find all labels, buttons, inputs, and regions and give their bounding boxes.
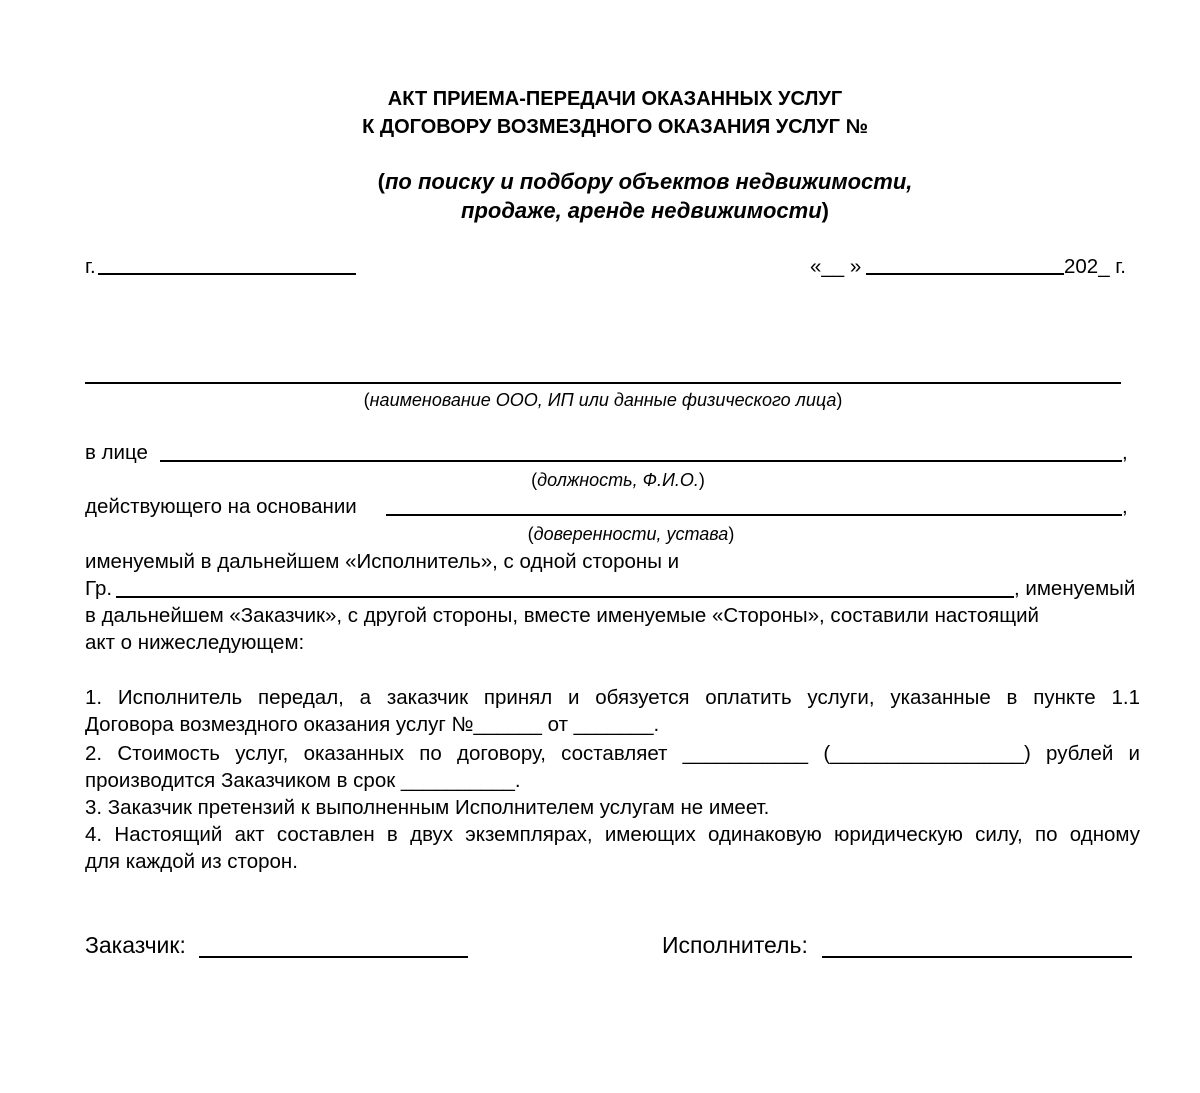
executor-signature-field[interactable] — [822, 956, 1132, 958]
position-caption: (должность, Ф.И.О.) — [531, 470, 705, 490]
representative-field[interactable] — [160, 460, 1122, 462]
basis-comma: , — [1122, 495, 1128, 518]
intro-line-3: в дальнейшем «Заказчик», с другой стороны, вместе именуемые «Стороны», составили настоящий — [85, 604, 1039, 627]
representative-comma: , — [1122, 441, 1128, 464]
customer-gr-label: Гр. — [85, 577, 113, 600]
customer-signature-field[interactable] — [199, 956, 468, 958]
document-title-line1: АКТ ПРИЕМА-ПЕРЕДАЧИ ОКАЗАННЫХ УСЛУГ — [387, 88, 843, 110]
date-month-field[interactable] — [866, 273, 1064, 275]
represented-label: в лице — [85, 441, 148, 464]
clause-1-line-2: Договора возмездного оказания услуг №______ от _______. — [85, 713, 660, 736]
clause-1-line-1: 1. Исполнитель передал, а заказчик принял и обязуется оплатить услуги, указанные в пункте 1.1 — [85, 686, 1140, 709]
intro-line-1: именуемый в дальнейшем «Исполнитель», с одной стороны и — [85, 550, 680, 573]
customer-gr-suffix: , именуемый — [1014, 577, 1136, 600]
customer-name-field[interactable] — [116, 596, 1014, 598]
document-subtitle-line1: (по поиску и подбору объектов недвижимости, — [377, 169, 913, 194]
clause-4-line-1: 4. Настоящий акт составлен в двух экземплярах, имеющих одинаковую юридическую силу, по одному — [85, 823, 1140, 846]
city-field[interactable] — [98, 273, 356, 275]
organization-name-caption: (наименование ООО, ИП или данные физического лица) — [363, 390, 843, 410]
clause-4-line-2: для каждой из сторон. — [85, 850, 298, 873]
basis-caption: (доверенности, устава) — [527, 524, 735, 544]
organization-name-field[interactable] — [85, 382, 1121, 384]
basis-label: действующего на основании — [85, 495, 357, 518]
intro-line-4: акт о нижеследующем: — [85, 631, 305, 654]
date-year-label: 202_ г. — [1064, 255, 1126, 278]
document-title-line2: К ДОГОВОРУ ВОЗМЕЗДНОГО ОКАЗАНИЯ УСЛУГ № — [362, 116, 868, 138]
clause-3: 3. Заказчик претензий к выполненным Исполнителем услугам не имеет. — [85, 796, 770, 819]
city-label: г. — [85, 255, 96, 278]
customer-signature-label: Заказчик: — [85, 932, 186, 958]
date-day-label: «__ » — [810, 255, 862, 278]
clause-2-line-1: 2. Стоимость услуг, оказанных по договору, составляет ___________ (_________________) рублей и — [85, 742, 1140, 765]
document-subtitle-line2: продаже, аренде недвижимости) — [461, 198, 829, 223]
executor-signature-label: Исполнитель: — [662, 932, 808, 958]
basis-field[interactable] — [386, 514, 1122, 516]
clause-2-line-2: производится Заказчиком в срок __________. — [85, 769, 521, 792]
